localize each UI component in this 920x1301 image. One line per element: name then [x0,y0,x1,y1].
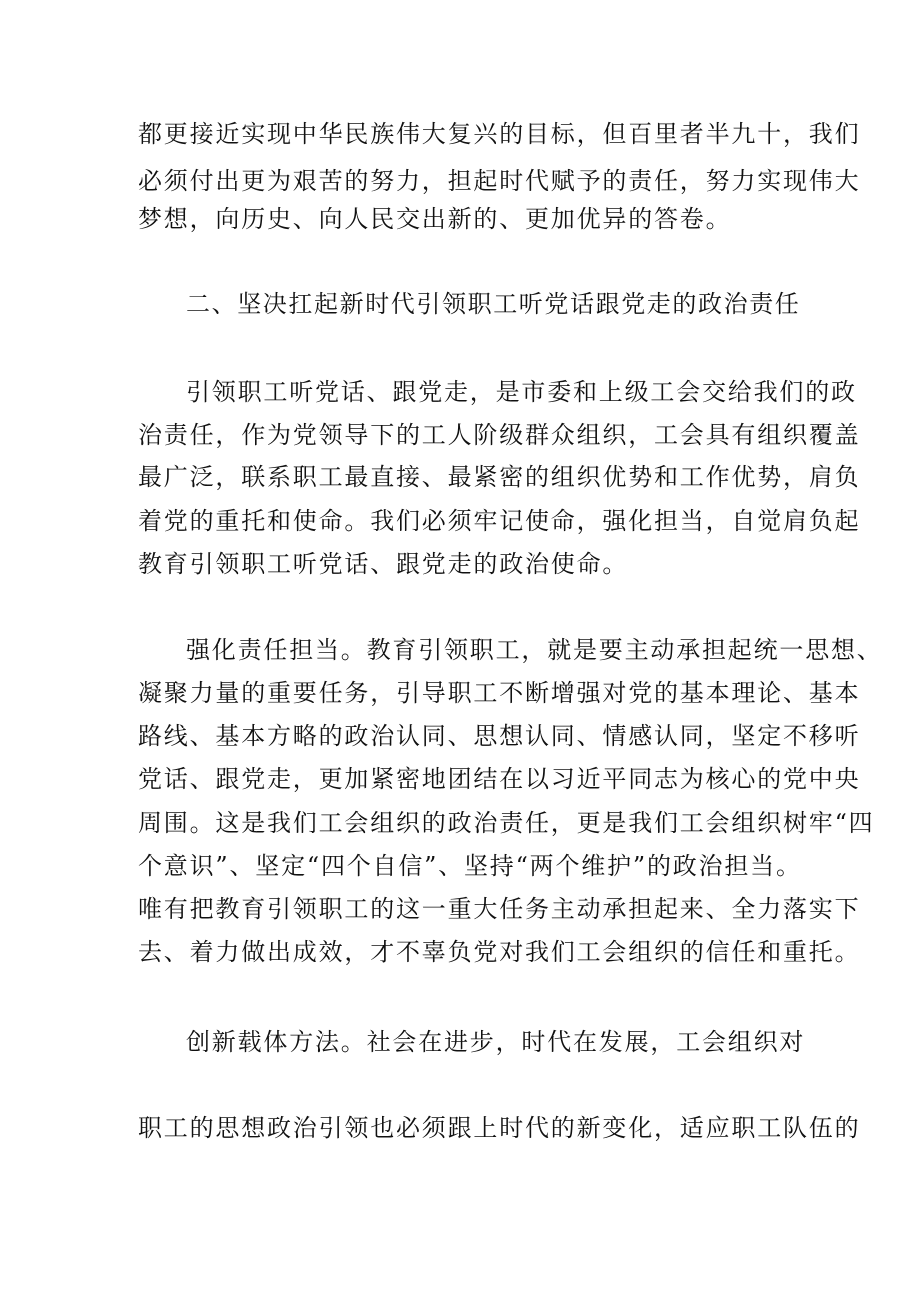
paragraph-1-line-2: 必须付出更为艰苦的努力，担起时代赋予的责任，努力实现伟大 [138,167,861,195]
paragraph-2-line-4: 着党的重托和使命。我们必须牢记使命，强化担当，自觉肩负起 [138,507,861,535]
paragraph-3-line-2: 凝聚力量的重要任务，引导职工不断增强对党的基本理论、基本 [138,679,861,707]
paragraph-2-line-2: 治责任，作为党领导下的工人阶级群众组织，工会具有组织覆盖 [138,421,861,449]
paragraph-3-line-1: 强化责任担当。教育引领职工，就是要主动承担起统一思想、 [186,636,883,664]
paragraph-3-line-8: 去、着力做出成效，才不辜负党对我们工会组织的信任和重托。 [138,938,861,966]
paragraph-3-line-7: 唯有把教育引领职工的这一重大任务主动承担起来、全力落实下 [138,895,861,923]
paragraph-4-line-2: 职工的思想政治引领也必须跟上时代的新变化，适应职工队伍的 [138,1114,861,1142]
paragraph-4-line-1: 创新载体方法。社会在进步，时代在发展，工会组织对 [186,1028,806,1056]
paragraph-2-line-5: 教育引领职工听党话、跟党走的政治使命。 [138,550,629,578]
paragraph-2-line-1: 引领职工听党话、跟党走，是市委和上级工会交给我们的政 [186,378,857,406]
paragraph-1-line-1: 都更接近实现中华民族伟大复兴的目标，但百里者半九十，我们 [138,120,861,148]
paragraph-3-line-3: 路线、基本方略的政治认同、思想认同、情感认同，坚定不移听 [138,722,861,750]
section-heading: 二、坚决扛起新时代引领职工听党话跟党走的政治责任 [186,290,801,318]
paragraph-2-line-3: 最广泛，联系职工最直接、最紧密的组织优势和工作优势，肩负 [138,463,861,491]
paragraph-3-line-4: 党话、跟党走，更加紧密地团结在以习近平同志为核心的党中央 [138,765,861,793]
paragraph-3-line-5: 周围。这是我们工会组织的政治责任，更是我们工会组织树牢“四 [138,809,875,837]
paragraph-3-line-6: 个意识”、坚定“四个自信”、坚持“两个维护”的政治担当。 [138,852,802,880]
paragraph-1-line-3: 梦想，向历史、向人民交出新的、更加优异的答卷。 [138,205,732,233]
